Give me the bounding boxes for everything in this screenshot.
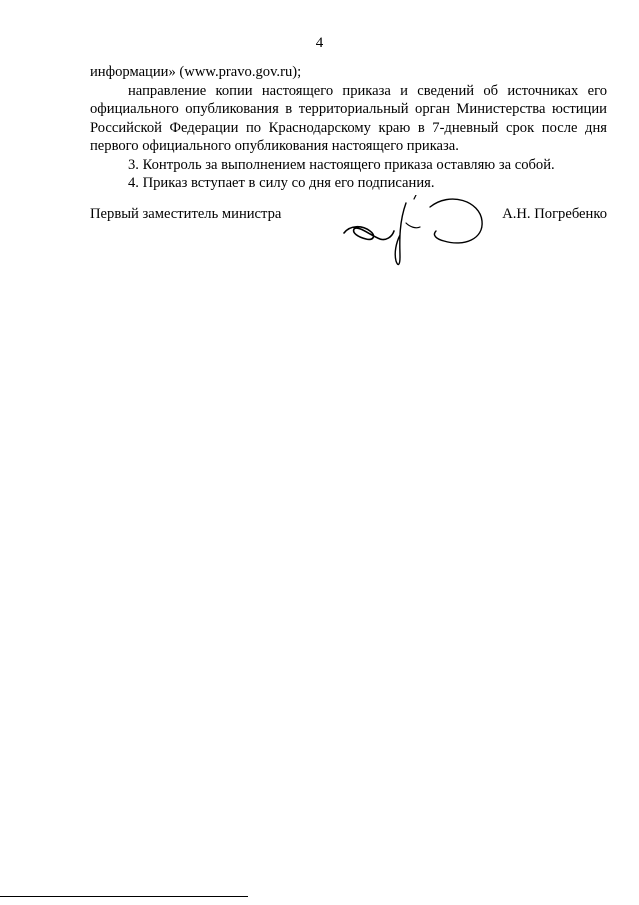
paragraph-continuation: информации» (www.pravo.gov.ru); (90, 64, 302, 80)
signature-block (90, 205, 607, 285)
signer-name: А.Н. Погребенко (502, 206, 607, 222)
paragraph-copy-direction: направление копии настоящего приказа и сведений об источниках его официального опубликования в территориальный орган Министерства юстиции Российской Федерации по Краснодарскому краю в 7-дневный срок после дня первого официального опубликования настоящего приказа. (90, 82, 607, 154)
paragraph-item-3: 3. Контроль за выполнением настоящего приказа оставляю за собой. (128, 156, 555, 173)
document-body (90, 63, 607, 193)
footnote-separator (0, 896, 248, 897)
handwritten-signature-icon (340, 195, 490, 275)
paragraph-item-4: 4. Приказ вступает в силу со дня его подписания. (128, 175, 435, 191)
page-number: 4 (315, 35, 324, 51)
signer-title: Первый заместитель министра (90, 206, 282, 222)
